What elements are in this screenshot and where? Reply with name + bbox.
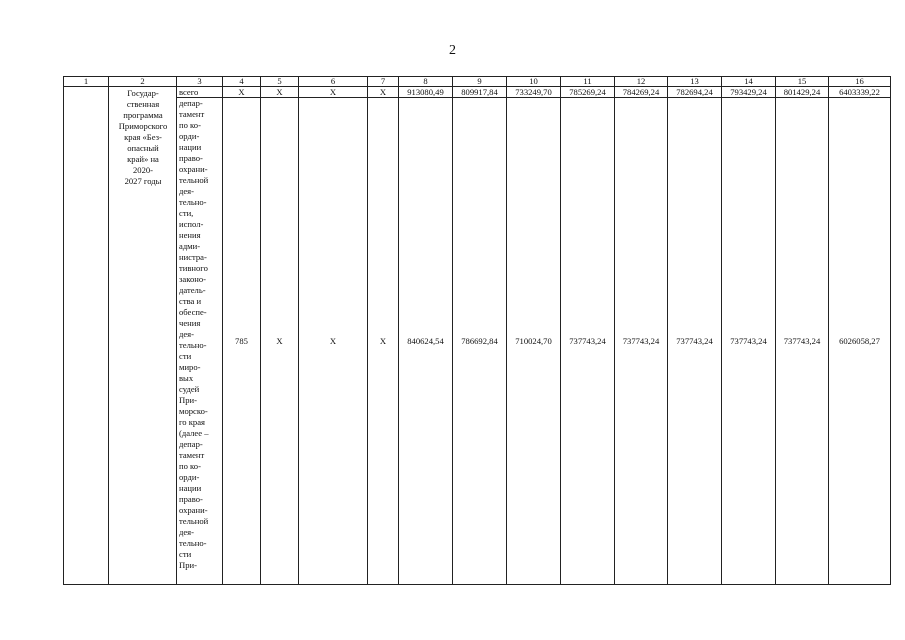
program-line: 2027 годы	[124, 176, 162, 186]
department-line: законо-	[179, 274, 207, 284]
table-row-total	[64, 87, 891, 98]
header-row	[64, 77, 891, 87]
total-c6: X	[299, 87, 368, 98]
header-cell: 1	[64, 77, 109, 87]
header-cell: 13	[668, 77, 722, 87]
program-line: 2020-	[132, 165, 154, 175]
total-c8: 913080,49	[399, 87, 453, 98]
department-line: тамент	[179, 109, 205, 119]
dept-c11: 737743,24	[561, 98, 615, 585]
page-number: 2	[449, 43, 456, 58]
department-line: датель-	[179, 285, 206, 295]
department-name-cell	[177, 98, 223, 585]
program-name-cell	[109, 87, 177, 585]
department-line: нации	[179, 483, 202, 493]
total-c10: 733249,70	[507, 87, 561, 98]
department-line: тивного	[179, 263, 208, 273]
department-line: тельной	[179, 175, 209, 185]
department-line: дея-	[179, 329, 195, 339]
program-line: край» на	[127, 154, 159, 164]
department-line: дея-	[179, 186, 195, 196]
department-line: вых	[179, 373, 194, 383]
department-line: орди-	[179, 131, 200, 141]
department-line: нения	[179, 230, 201, 240]
budget-table	[63, 76, 891, 585]
department-line: адми-	[179, 241, 201, 251]
header-cell: 9	[453, 77, 507, 87]
header-cell: 4	[223, 77, 261, 87]
total-c13: 782694,24	[668, 87, 722, 98]
header-cell: 7	[368, 77, 399, 87]
department-line: тельно-	[179, 538, 207, 548]
total-label: всего	[177, 87, 223, 98]
department-line: При-	[179, 560, 197, 570]
dept-c5: X	[261, 98, 299, 585]
department-line: сти	[179, 351, 192, 361]
header-cell: 5	[261, 77, 299, 87]
program-name	[113, 88, 173, 187]
department-line: испол-	[179, 219, 204, 229]
department-name	[179, 98, 220, 571]
total-c15: 801429,24	[776, 87, 829, 98]
header-cell: 6	[299, 77, 368, 87]
department-line: чения	[179, 318, 201, 328]
total-c11: 785269,24	[561, 87, 615, 98]
program-line: программа	[123, 110, 163, 120]
program-line: опасный	[127, 143, 159, 153]
header-cell: 3	[177, 77, 223, 87]
total-c4: X	[223, 87, 261, 98]
header-cell: 12	[615, 77, 668, 87]
dept-c4: 785	[223, 98, 261, 585]
header-cell: 10	[507, 77, 561, 87]
department-line: охрани-	[179, 505, 208, 515]
department-line: миро-	[179, 362, 201, 372]
header-cell: 14	[722, 77, 776, 87]
dept-c15: 737743,24	[776, 98, 829, 585]
table-row-department	[64, 98, 891, 585]
department-line: судей	[179, 384, 200, 394]
dept-c8: 840624,54	[399, 98, 453, 585]
department-line: охрани-	[179, 164, 208, 174]
program-line: ственная	[126, 99, 160, 109]
department-line: тамент	[179, 450, 205, 460]
department-line: тельно-	[179, 197, 207, 207]
department-line: право-	[179, 494, 203, 504]
dept-c13: 737743,24	[668, 98, 722, 585]
header-cell: 2	[109, 77, 177, 87]
dept-c14: 737743,24	[722, 98, 776, 585]
department-line: тельной	[179, 516, 209, 526]
department-line: ства и	[179, 296, 202, 306]
department-line: депар-	[179, 98, 203, 108]
col1-cell	[64, 87, 109, 585]
dept-c7: X	[368, 98, 399, 585]
header-cell: 11	[561, 77, 615, 87]
header-cell: 15	[776, 77, 829, 87]
department-line: нации	[179, 142, 202, 152]
department-line: (далее –	[179, 428, 209, 438]
department-line: обеспе-	[179, 307, 207, 317]
department-line: сти	[179, 549, 192, 559]
department-line: го края	[179, 417, 205, 427]
program-line: Государ-	[127, 88, 159, 98]
program-line: края «Без-	[124, 132, 162, 142]
dept-c6: X	[299, 98, 368, 585]
dept-c12: 737743,24	[615, 98, 668, 585]
total-c5: X	[261, 87, 299, 98]
department-line: право-	[179, 153, 203, 163]
total-c12: 784269,24	[615, 87, 668, 98]
department-line: сти,	[179, 208, 194, 218]
dept-c9: 786692,84	[453, 98, 507, 585]
dept-c16: 6026058,27	[829, 98, 891, 585]
program-line: Приморского	[118, 121, 168, 131]
department-line: по ко-	[179, 120, 201, 130]
total-c14: 793429,24	[722, 87, 776, 98]
total-c7: X	[368, 87, 399, 98]
department-line: морско-	[179, 406, 208, 416]
department-line: дея-	[179, 527, 195, 537]
department-line: При-	[179, 395, 197, 405]
department-line: нистра-	[179, 252, 207, 262]
total-c9: 809917,84	[453, 87, 507, 98]
header-cell: 8	[399, 77, 453, 87]
department-line: депар-	[179, 439, 203, 449]
department-line: по ко-	[179, 461, 201, 471]
department-line: орди-	[179, 472, 200, 482]
total-c16: 6403339,22	[829, 87, 891, 98]
header-cell: 16	[829, 77, 891, 87]
dept-c10: 710024,70	[507, 98, 561, 585]
department-line: тельно-	[179, 340, 207, 350]
